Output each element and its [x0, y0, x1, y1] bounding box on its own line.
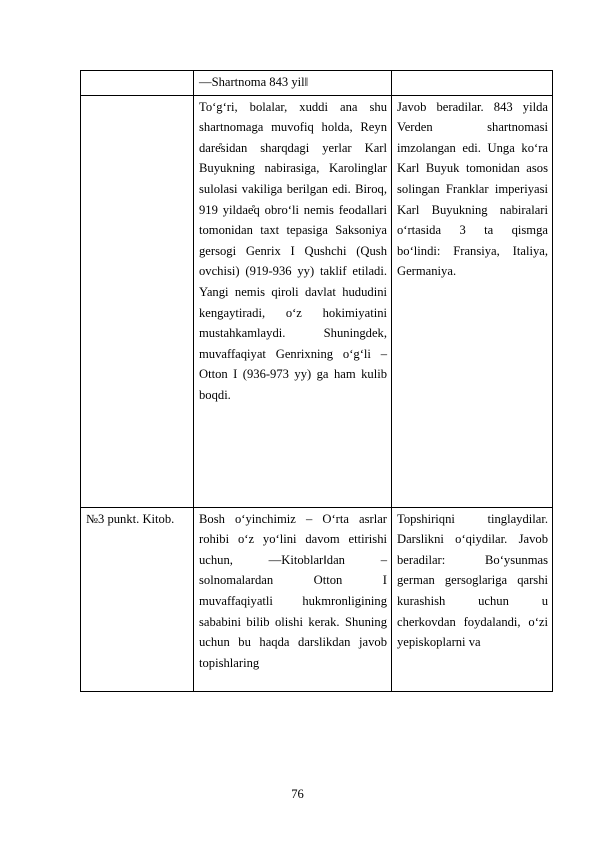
table-cell-teacher: To‘g‘ri, bolalar, xuddi ana shu shartnomaga muvofiq holda, Reyn dare̊sidan sharqdagi yerlar Karl Buyukning nabirasiga, Karolinglar sulolasi vakiliga berilgan edi. Biroq, 919 yildaе̊q obro‘li nemis feodallari tomonidan taxt tepasiga Saksoniya gersogi Genrix I Qushchi (Qush ovchisi) (919-936 yy) taklif etiladi. Yangi nemis qiroli davlat hududini kengaytiradi, o‘z hokimiyatini mustahkamlaydi. Shuningdek, muvaffaqiyat Genrixning o‘g‘li – Otton I (936-973 yy) ga ham kulib boqdi.	[194, 95, 392, 507]
table-cell-student: Topshiriqni tinglaydilar. Darslikni o‘qiydilar. Javob beradilar: Bo‘ysunmas german gersoglariga qarshi kurashish uchun u cherkovdan foydalandi, o‘zi yepiskoplarni va	[392, 507, 553, 691]
table-row	[81, 507, 553, 691]
table-cell-stage	[81, 71, 194, 96]
table-cell-stage: №3 punkt. Kitob.	[81, 507, 194, 691]
table-cell-teacher: Bosh o‘yinchimiz – O‘rta asrlar rohibi o‘z yo‘lini davom ettirishi uchun, ―Kitoblar‖dan – solnomalardan Otton I muvaffaqiyatli hukmronligining sababini bilib olishi kerak. Shuning uchun bu haqda darslikdan javob topishlaring	[194, 507, 392, 691]
page-number: 76	[291, 787, 304, 801]
lesson-table	[80, 70, 553, 692]
table-cell-teacher: ―Shartnoma 843 yil‖	[194, 71, 392, 96]
table-row	[81, 71, 553, 96]
table-cell-student	[392, 71, 553, 96]
table-cell-student: Javob beradilar. 843 yilda Verden shartnomasi imzolangan edi. Unga ko‘ra Karl Buyuk tomonidan asos solingan Franklar imperiyasi Karl Buyukning nabiralari o‘rtasida 3 ta qismga bo‘lindi: Fransiya, Italiya, Germaniya.	[392, 95, 553, 507]
table-cell-stage	[81, 95, 194, 507]
table-row	[81, 95, 553, 507]
